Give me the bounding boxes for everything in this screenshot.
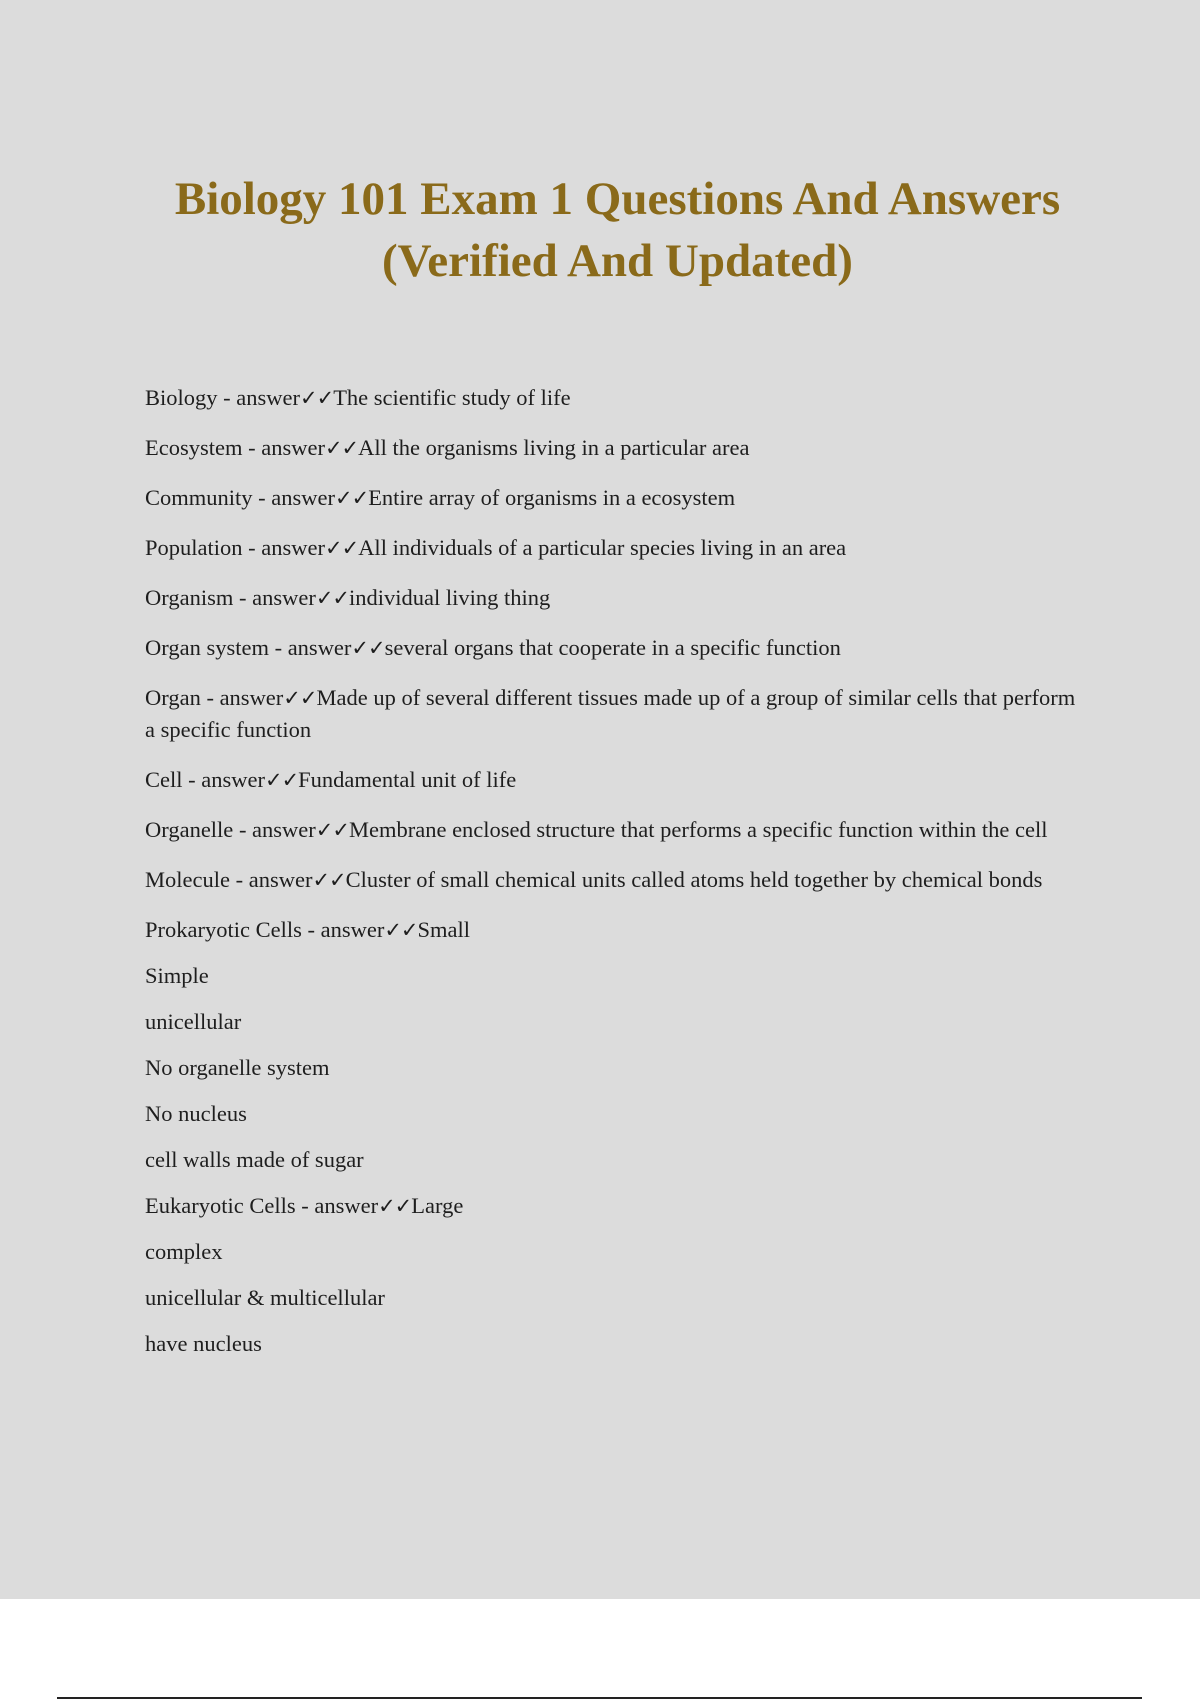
footer-rule	[57, 1697, 1142, 1699]
answer: Membrane enclosed structure that performs a specific function within the cell	[348, 817, 1048, 842]
qa-entry	[145, 482, 1085, 514]
term: Population	[145, 535, 243, 560]
answer-separator: - answer	[295, 1193, 379, 1218]
term: Molecule	[145, 867, 230, 892]
checkmark-icon: ✓✓	[334, 486, 369, 510]
qa-entry	[145, 864, 1085, 896]
checkmark-icon: ✓✓	[315, 586, 350, 610]
answer-detail-line: have nucleus	[145, 1331, 262, 1356]
qa-entry	[145, 682, 1085, 746]
answer-detail-line: unicellular	[145, 1009, 242, 1034]
term: Organ	[145, 685, 201, 710]
answer-separator: - answer	[252, 485, 335, 510]
document-title	[100, 168, 1135, 292]
answer-detail-line: No organelle system	[145, 1055, 330, 1080]
answer-separator: - answer	[182, 767, 265, 792]
qa-entry	[145, 814, 1085, 846]
answer-detail-line: complex	[145, 1239, 223, 1264]
checkmark-icon: ✓✓	[324, 436, 359, 460]
term: Organism	[145, 585, 234, 610]
answer: All the organisms living in a particular area	[358, 435, 750, 460]
answer: Large	[411, 1193, 464, 1218]
checkmark-icon: ✓✓	[378, 1194, 412, 1218]
answer: Made up of several different tissues made up of a group of similar cells that perform a specific function	[145, 685, 1076, 742]
answer-separator: - answer	[242, 435, 325, 460]
qa-entry	[145, 582, 1085, 614]
answer-separator: - answer	[229, 867, 313, 892]
answer: Fundamental unit of life	[298, 767, 517, 792]
answer: Cluster of small chemical units called atoms held together by chemical bonds	[345, 867, 1043, 892]
qa-list	[145, 382, 1085, 1374]
answer-detail-line: unicellular & multicellular	[145, 1285, 385, 1310]
answer: Small	[417, 917, 471, 942]
checkmark-icon: ✓✓	[299, 386, 334, 410]
qa-entry	[145, 764, 1085, 796]
answer: All individuals of a particular species living in an area	[358, 535, 847, 560]
checkmark-icon: ✓✓	[351, 636, 385, 660]
answer-detail-line: cell walls made of sugar	[145, 1147, 364, 1172]
term: Organelle	[145, 817, 234, 842]
answer: individual living thing	[349, 585, 551, 610]
answer-separator: - answer	[200, 685, 284, 710]
answer-detail-line: Simple	[145, 963, 209, 988]
qa-entry	[145, 632, 1085, 664]
qa-entry	[145, 432, 1085, 464]
title-line-1: Biology 101 Exam 1 Questions And Answers	[174, 173, 1061, 225]
checkmark-icon: ✓✓	[264, 768, 299, 792]
checkmark-icon: ✓✓	[283, 686, 317, 710]
term: Eukaryotic Cells	[145, 1193, 296, 1218]
answer-detail-line: No nucleus	[145, 1101, 247, 1126]
term: Prokaryotic Cells	[145, 917, 302, 942]
answer-separator: - answer	[217, 385, 300, 410]
checkmark-icon: ✓✓	[324, 536, 359, 560]
answer: Entire array of organisms in a ecosystem	[368, 485, 736, 510]
answer-separator: - answer	[301, 917, 385, 942]
checkmark-icon: ✓✓	[315, 818, 349, 842]
term: Community	[145, 485, 253, 510]
qa-entry	[145, 382, 1085, 414]
answer-separator: - answer	[242, 535, 325, 560]
term: Organ system	[145, 635, 269, 660]
qa-entry	[145, 914, 1085, 946]
checkmark-icon: ✓✓	[312, 868, 346, 892]
answer: The scientific study of life	[333, 385, 571, 410]
answer-separator: - answer	[233, 585, 316, 610]
qa-entry	[145, 1190, 1085, 1222]
answer-separator: - answer	[233, 817, 316, 842]
checkmark-icon: ✓✓	[384, 918, 418, 942]
answer-separator: - answer	[268, 635, 352, 660]
term: Ecosystem	[145, 435, 243, 460]
title-line-2: (Verified And Updated)	[382, 235, 853, 287]
term: Cell	[145, 767, 183, 792]
qa-entry	[145, 532, 1085, 564]
answer: several organs that cooperate in a specific function	[384, 635, 841, 660]
term: Biology	[145, 385, 218, 410]
